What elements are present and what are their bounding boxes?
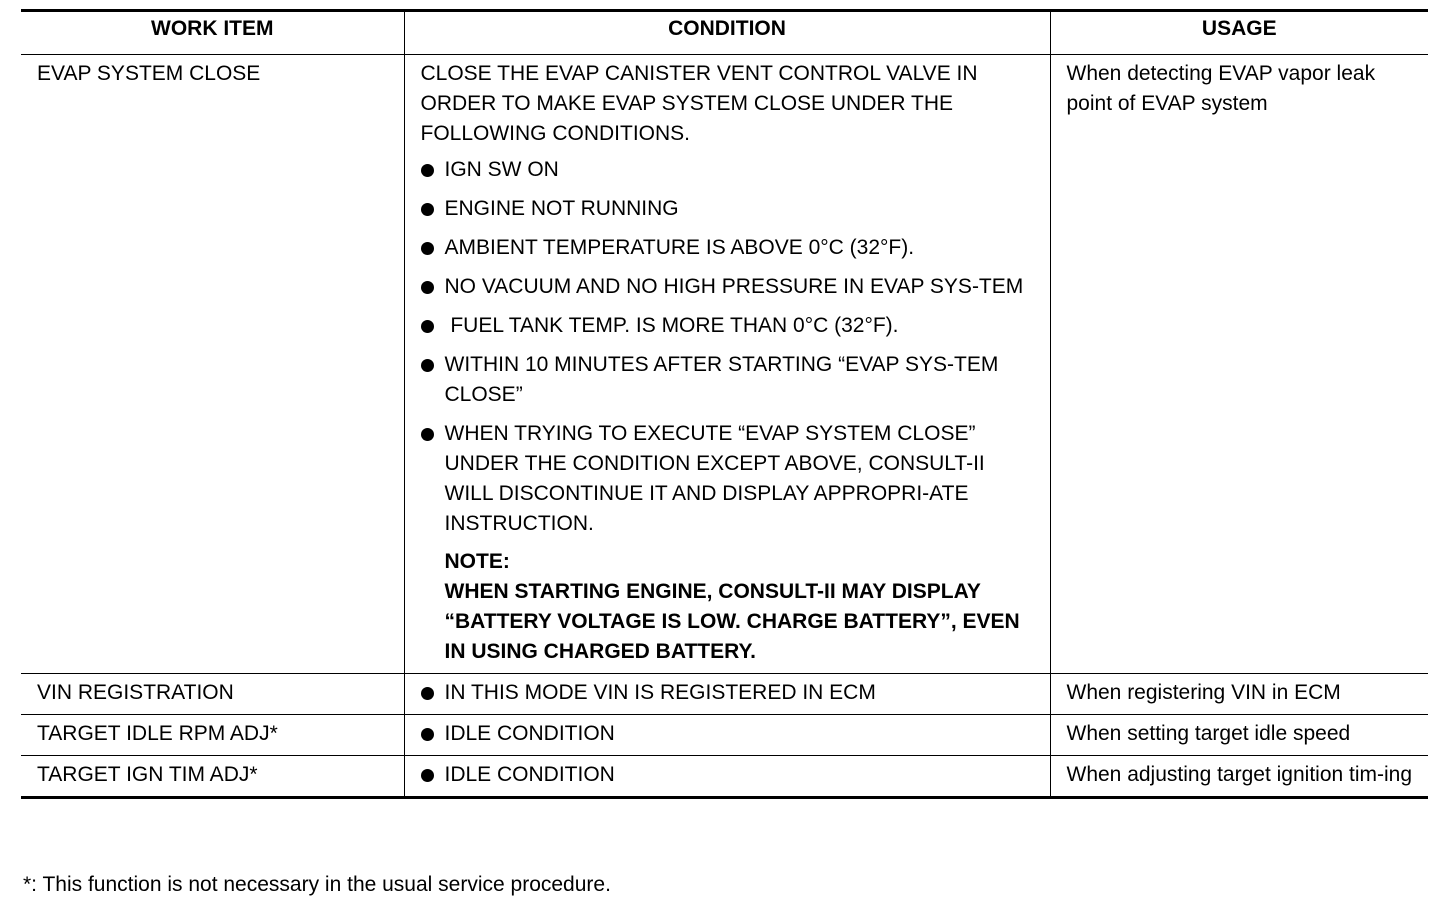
note-block [421, 547, 1036, 667]
table-row [21, 55, 1428, 674]
bullet-icon [421, 203, 434, 216]
condition-list [421, 678, 1036, 708]
condition-cell [404, 55, 1050, 674]
condition-item: WITHIN 10 MINUTES AFTER STARTING “EVAP SYS-TEM CLOSE” [421, 350, 1036, 410]
bullet-icon [421, 359, 434, 372]
condition-cell [404, 756, 1050, 798]
bullet-icon [421, 320, 434, 333]
condition-list [421, 155, 1036, 539]
condition-item: IDLE CONDITION [421, 719, 1036, 749]
bullet-icon [421, 242, 434, 255]
bullet-icon [421, 164, 434, 177]
condition-item: IDLE CONDITION [421, 760, 1036, 790]
condition-item: WHEN TRYING TO EXECUTE “EVAP SYSTEM CLOSE” UNDER THE CONDITION EXCEPT ABOVE, CONSULT-II WILL DISCONTINUE IT AND DISPLAY APPROPRI-ATE INSTRUCTION. [421, 419, 1036, 539]
note-label: NOTE: [444, 550, 510, 573]
usage-cell: When detecting EVAP vapor leak point of EVAP system [1050, 55, 1428, 674]
condition-list [421, 760, 1036, 790]
condition-cell [404, 674, 1050, 715]
bullet-icon [421, 728, 434, 741]
bullet-icon [421, 428, 434, 441]
condition-intro: CLOSE THE EVAP CANISTER VENT CONTROL VALVE IN ORDER TO MAKE EVAP SYSTEM CLOSE UNDER THE FOLLOWING CONDITIONS. [420, 62, 978, 145]
condition-item: IGN SW ON [421, 155, 1036, 185]
header-work-item: WORK ITEM [21, 11, 404, 55]
work-item-cell: TARGET IDLE RPM ADJ* [21, 715, 404, 756]
table-row [21, 715, 1428, 756]
header-usage: USAGE [1050, 11, 1428, 55]
bullet-icon [421, 281, 434, 294]
header-condition: CONDITION [404, 11, 1050, 55]
work-item-cell: EVAP SYSTEM CLOSE [21, 55, 404, 674]
footnote: *: This function is not necessary in the usual service procedure. [23, 873, 611, 896]
condition-item: IN THIS MODE VIN IS REGISTERED IN ECM [421, 678, 1036, 708]
bullet-icon [421, 687, 434, 700]
condition-item: FUEL TANK TEMP. IS MORE THAN 0°C (32°F). [421, 311, 1036, 341]
work-support-table [21, 9, 1428, 799]
table-row [21, 756, 1428, 798]
usage-cell: When registering VIN in ECM [1050, 674, 1428, 715]
condition-item: ENGINE NOT RUNNING [421, 194, 1036, 224]
table-header-row [21, 11, 1428, 55]
usage-cell: When adjusting target ignition tim-ing [1050, 756, 1428, 798]
note-text: WHEN STARTING ENGINE, CONSULT-II MAY DISPLAY “BATTERY VOLTAGE IS LOW. CHARGE BATTERY”, EVEN IN USING CHARGED BATTERY. [444, 580, 1020, 663]
work-item-cell: VIN REGISTRATION [21, 674, 404, 715]
work-item-cell: TARGET IGN TIM ADJ* [21, 756, 404, 798]
condition-item: NO VACUUM AND NO HIGH PRESSURE IN EVAP SYS-TEM [421, 272, 1036, 302]
condition-list [421, 719, 1036, 749]
usage-cell: When setting target idle speed [1050, 715, 1428, 756]
condition-cell [404, 715, 1050, 756]
table-row [21, 674, 1428, 715]
bullet-icon [421, 769, 434, 782]
condition-item: AMBIENT TEMPERATURE IS ABOVE 0°C (32°F). [421, 233, 1036, 263]
